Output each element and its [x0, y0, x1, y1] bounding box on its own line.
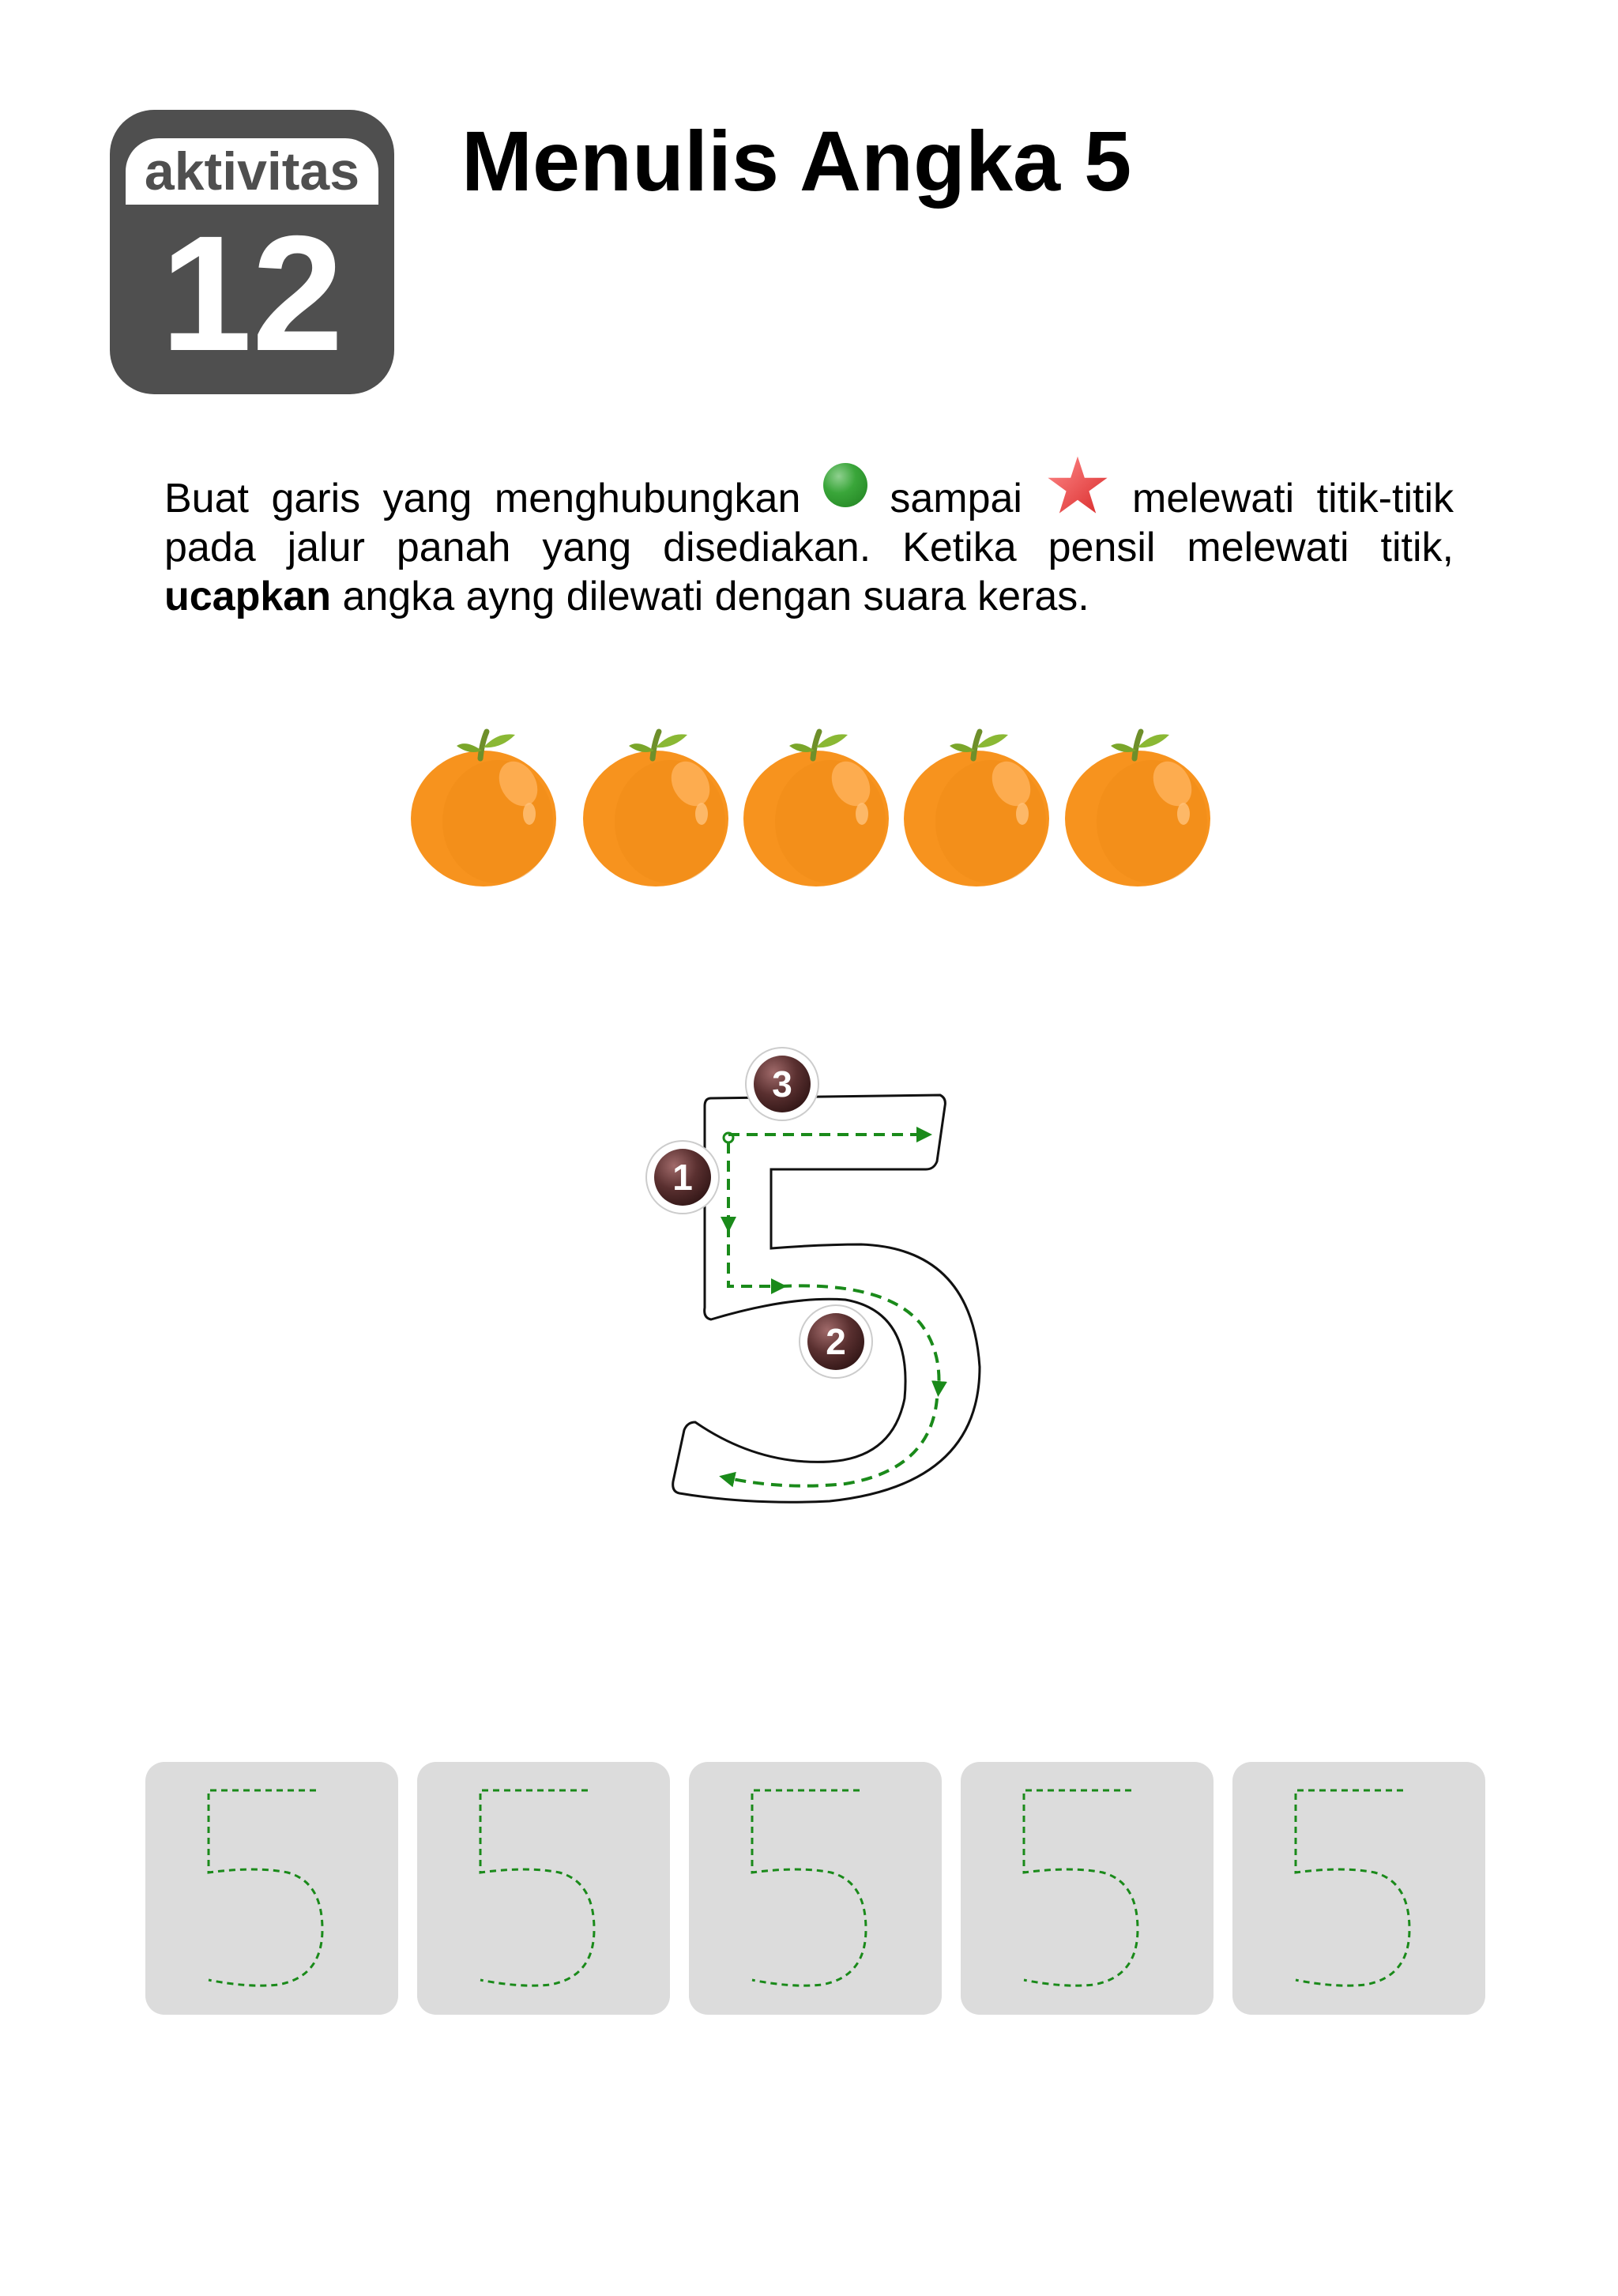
- badge-number: 12: [160, 202, 344, 386]
- svg-text:3: 3: [772, 1063, 792, 1105]
- numeral-outline: [673, 1095, 980, 1502]
- instructions-part2: sampai: [890, 476, 1022, 521]
- instructions-part3: melewati titik-titik pada jalur panah yang disediakan. Ketika pensil melewati titik,: [164, 476, 1454, 570]
- badge-label: aktivitas: [144, 141, 360, 201]
- dotted-five-guide: [1232, 1762, 1485, 2015]
- page-title: Menulis Angka 5: [461, 113, 1132, 209]
- svg-text:2: 2: [826, 1321, 846, 1362]
- badge-label-strip: [126, 138, 378, 205]
- orange-1: [411, 732, 556, 886]
- orange-5: [1065, 732, 1210, 886]
- step-marker-2: [800, 1305, 872, 1378]
- orange-4: [904, 732, 1049, 886]
- practice-box-4[interactable]: [961, 1762, 1214, 2015]
- practice-box-2[interactable]: [417, 1762, 670, 2015]
- svg-text:1: 1: [672, 1157, 693, 1198]
- activity-badge: [110, 110, 394, 394]
- practice-row: [145, 1762, 1485, 2015]
- instructions-part4: angka ayng dilewati dengan suara keras.: [342, 574, 1089, 619]
- orange-2: [583, 732, 728, 886]
- dotted-five-guide: [961, 1762, 1214, 2015]
- practice-box-5[interactable]: [1232, 1762, 1485, 2015]
- orange-3: [743, 732, 889, 886]
- trace-numeral-five: [632, 1027, 1027, 1541]
- practice-box-1[interactable]: [145, 1762, 398, 2015]
- red-star-icon: [1045, 455, 1110, 515]
- oranges-row: [0, 711, 1618, 901]
- dotted-five-guide: [689, 1762, 942, 2015]
- dotted-five-guide: [145, 1762, 398, 2015]
- dotted-five-guide: [417, 1762, 670, 2015]
- step-marker-1: [646, 1141, 719, 1214]
- instructions-part1: Buat garis yang menghubungkan: [164, 476, 801, 521]
- step-marker-3: [746, 1048, 818, 1120]
- instructions-bold-word: ucapkan: [164, 574, 331, 619]
- practice-box-3[interactable]: [689, 1762, 942, 2015]
- instructions-text: [164, 455, 1454, 621]
- green-dot-icon: [823, 463, 867, 507]
